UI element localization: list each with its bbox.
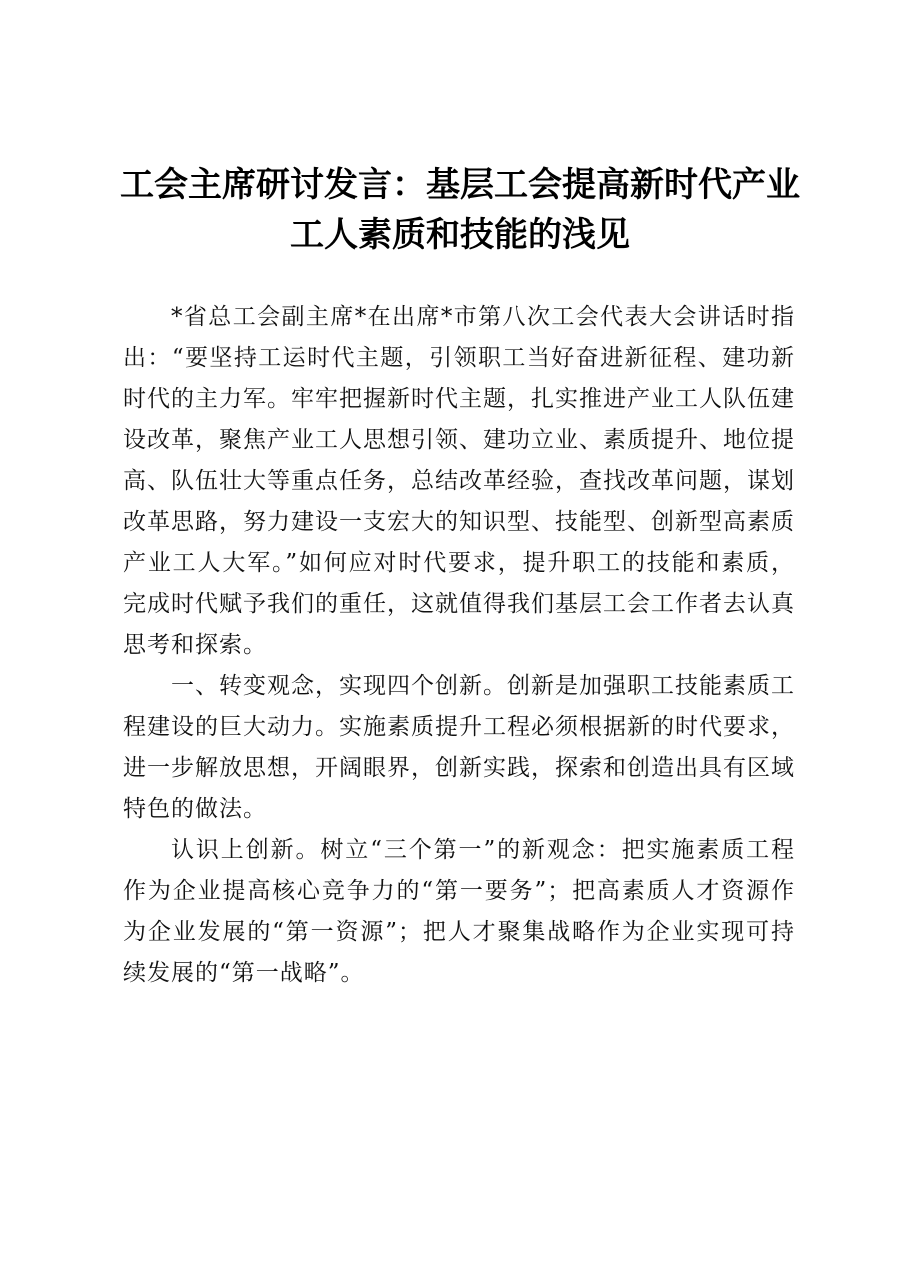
- title-line-2: 工人素质和技能的浅见: [290, 215, 630, 255]
- paragraph-cognitive-innovation: 认识上创新。树立“三个第一”的新观念：把实施素质工程作为企业提高核心竞争力的“第一要务”；把高素质人才资源作为企业发展的“第一资源”；把人才聚集战略作为企业实现可持续发展的“第一战略”。: [123, 837, 795, 986]
- paragraph-section-one: 一、转变观念，实现四个创新。创新是加强职工技能素质工程建设的巨大动力。实施素质提升工程必须根据新的时代要求，进一步解放思想，开阔眼界，创新实践，探索和创造出具有区域特色的做法。: [123, 673, 795, 822]
- title-line-1: 工会主席研讨发言：基层工会提高新时代产业: [120, 165, 800, 205]
- document-title: [110, 160, 810, 260]
- document-body: [123, 297, 795, 994]
- paragraph-intro: *省总工会副主席*在出席*市第八次工会代表大会讲话时指出：“要坚持工运时代主题，引领职工当好奋进新征程、建功新时代的主力军。牢牢把握新时代主题，扎实推进产业工人队伍建设改革，聚焦产业工人思想引领、建功立业、素质提升、地位提高、队伍壮大等重点任务，总结改革经验，查找改革问题，谋划改革思路，努力建设一支宏大的知识型、技能型、创新型高素质产业工人大军。”如何应对时代要求，提升职工的技能和素质，完成时代赋予我们的重任，这就值得我们基层工会工作者去认真思考和探索。: [123, 304, 795, 658]
